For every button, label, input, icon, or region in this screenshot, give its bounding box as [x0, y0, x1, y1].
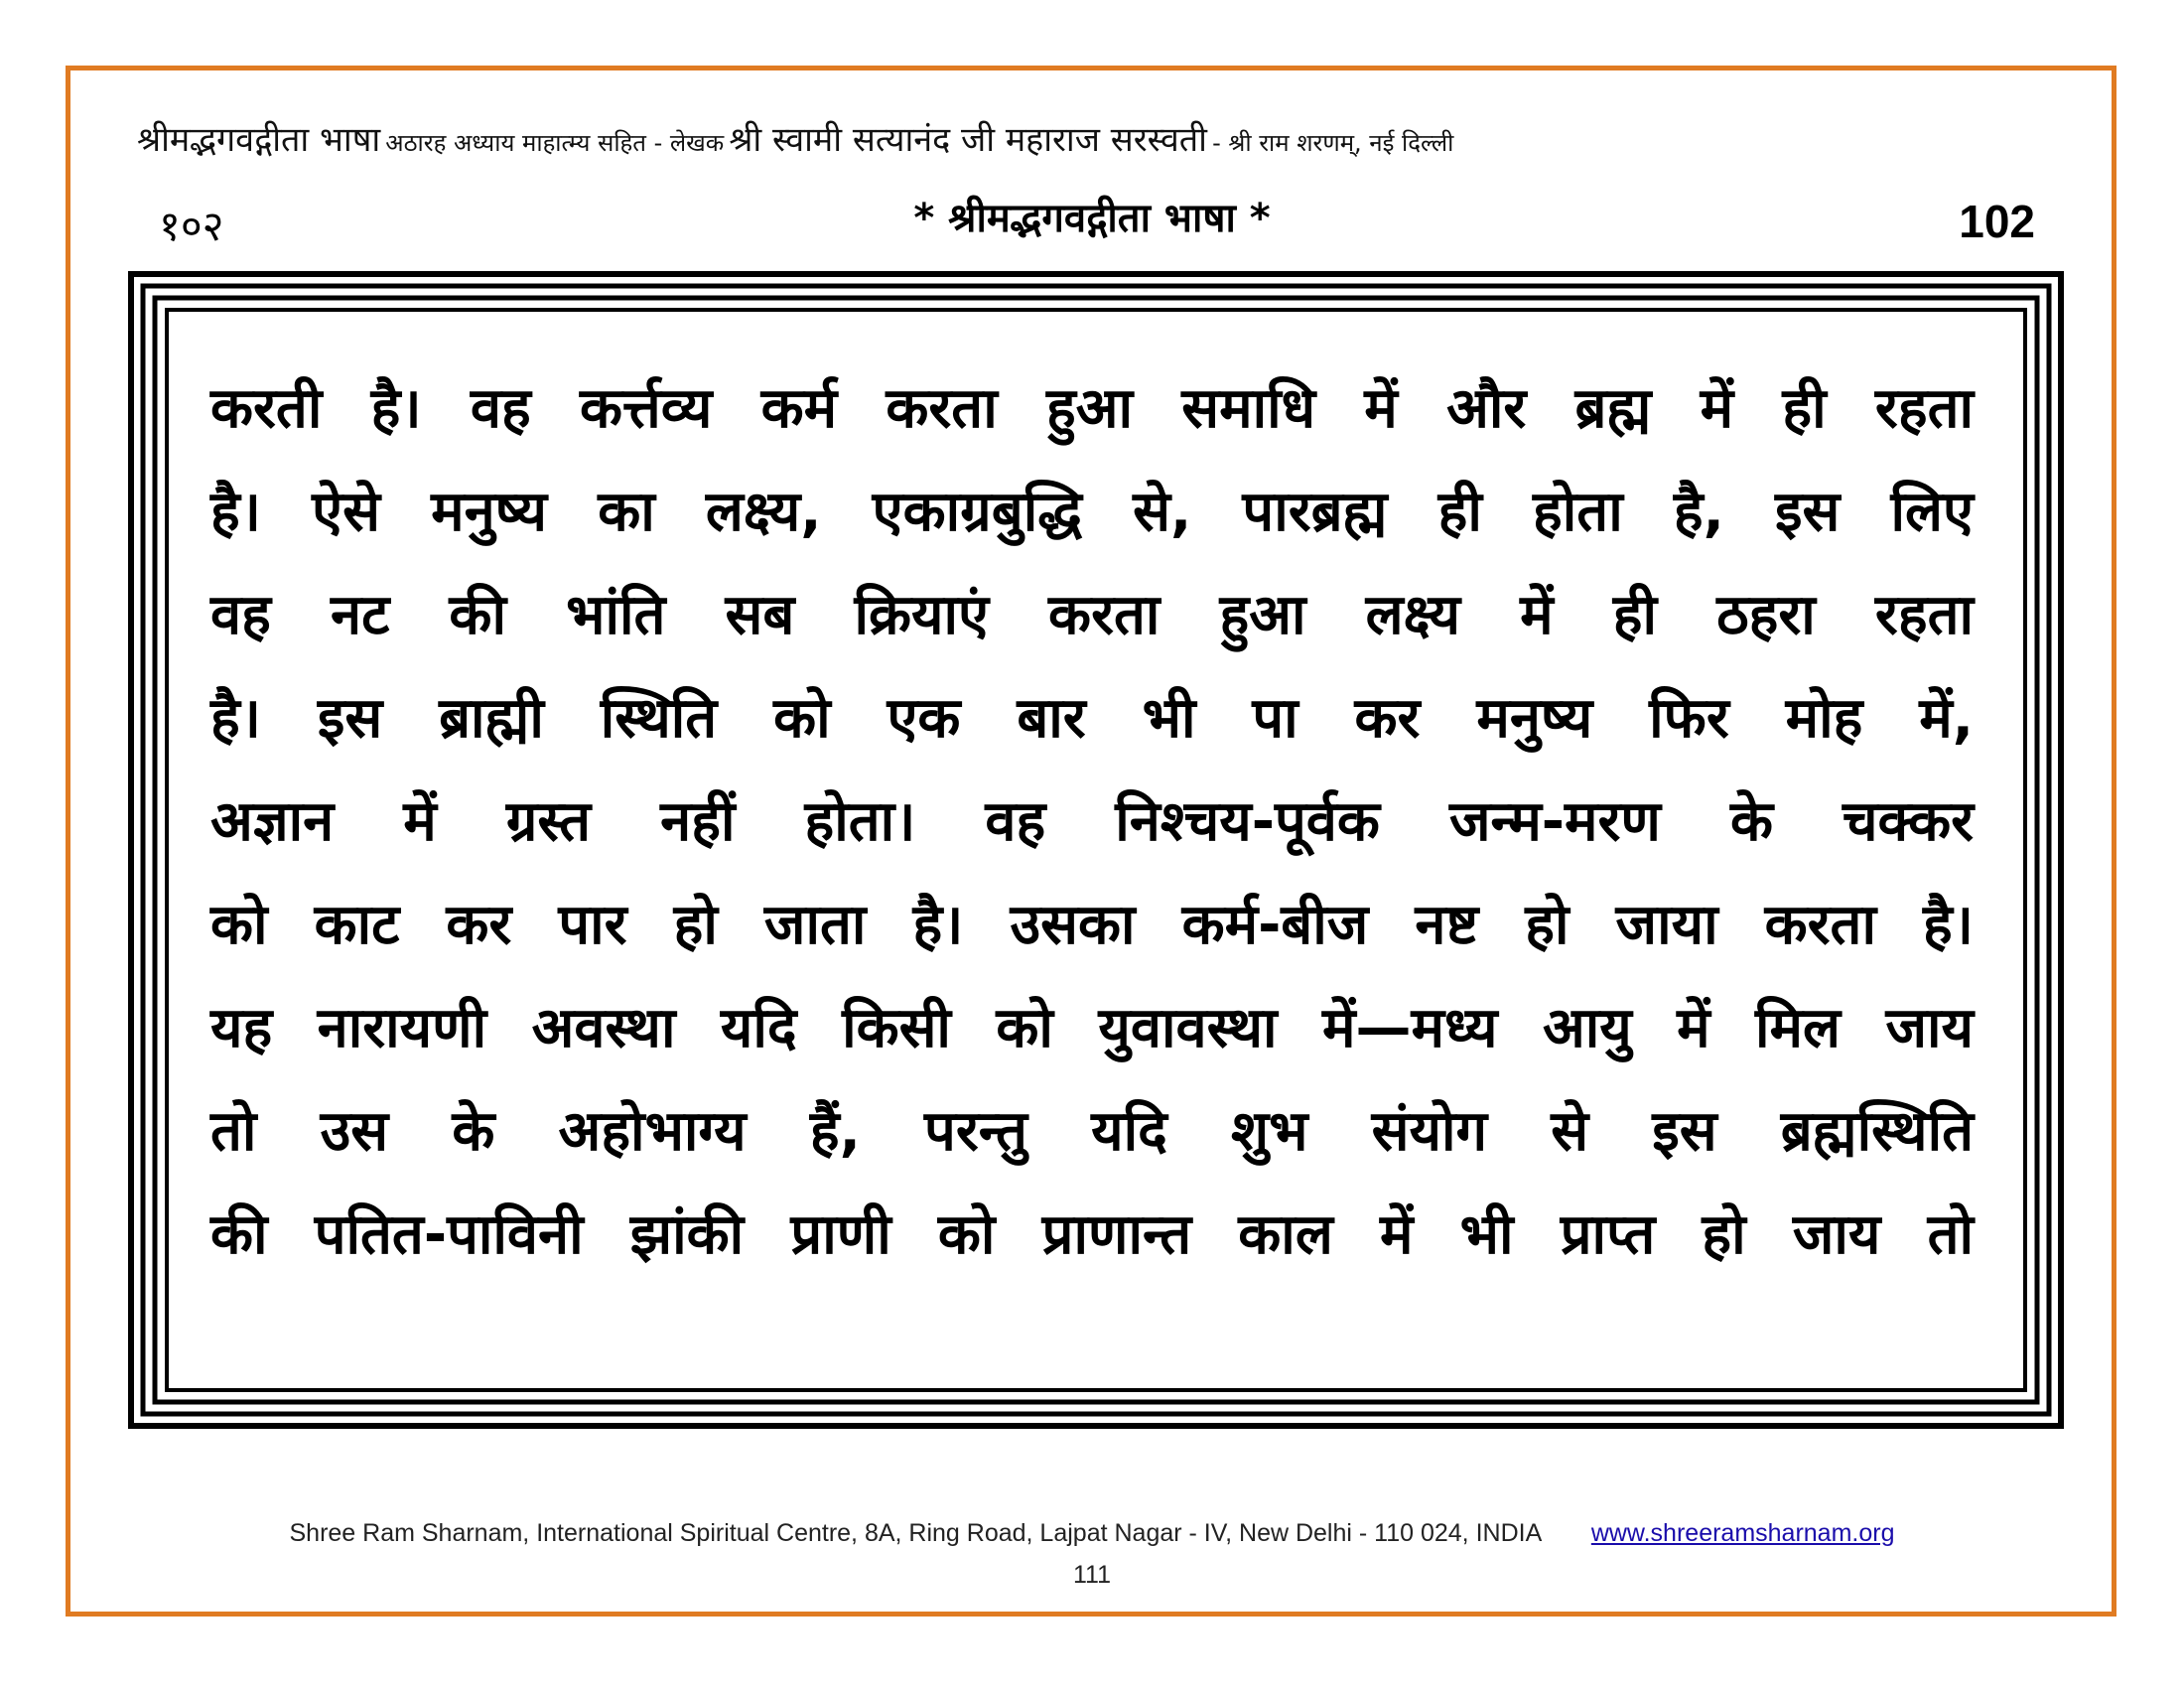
text-line: यह नारायणी अवस्था यदि किसी को युवावस्था में—मध्य आयु में मिल जाय — [210, 996, 1974, 1060]
footer-page-number: 111 — [1072, 1561, 1111, 1589]
footer-address: Shree Ram Sharnam, International Spiritual Centre, 8A, Ring Road, Lajpat Nagar - IV, New Delhi - 110 024, INDIA — [289, 1519, 1541, 1547]
page-number-devanagari: १०२ — [159, 202, 224, 250]
text-line: अज्ञान में ग्रस्त नहीं होता। वह निश्चय-पूर्वक जन्म-मरण के चक्कर — [210, 789, 1974, 854]
text-line: करती है। वह कर्त्तव्य कर्म करता हुआ समाधि में और ब्रह्म में ही रहता — [210, 376, 1974, 441]
text-line: वह नट की भांति सब क्रियाएं करता हुआ लक्ष्य में ही ठहरा रहता — [210, 583, 1974, 647]
text-line: की पतित-पाविनी झांकी प्राणी को प्राणान्त काल में भी प्राप्त हो जाय तो — [210, 1202, 1974, 1267]
scripture-text — [210, 357, 1974, 1287]
text-line: है। ऐसे मनुष्य का लक्ष्य, एकाग्रबुद्धि से, पारब्रह्म ही होता है, इस लिए — [210, 480, 1974, 544]
book-publisher: - श्री राम शरणम्, नई दिल्ली — [1212, 129, 1454, 157]
text-line: तो उस के अहोभाग्य हैं, परन्तु यदि शुभ संयोग से इस ब्रह्मस्थिति — [210, 1099, 1974, 1164]
running-head: * श्रीमद्भगवद्गीता भाषा * — [913, 196, 1271, 241]
text-line: को काट कर पार हो जाता है। उसका कर्म-बीज नष्ट हो जाया करता है। — [210, 893, 1974, 957]
book-author: श्री स्वामी सत्यानंद जी महाराज सरस्वती — [729, 120, 1207, 160]
footer — [0, 1519, 2184, 1548]
book-title: श्रीमद्भगवद्गीता भाषा — [137, 120, 381, 160]
text-line: है। इस ब्राह्मी स्थिति को एक बार भी पा कर मनुष्य फिर मोह में, — [210, 686, 1974, 751]
book-header — [137, 115, 2063, 161]
page-number-latin: 102 — [1959, 196, 2035, 247]
book-subtitle: अठारह अध्याय माहात्म्य सहित - लेखक — [385, 129, 725, 157]
website-link[interactable]: www.shreeramsharnam.org — [1590, 1519, 1895, 1547]
